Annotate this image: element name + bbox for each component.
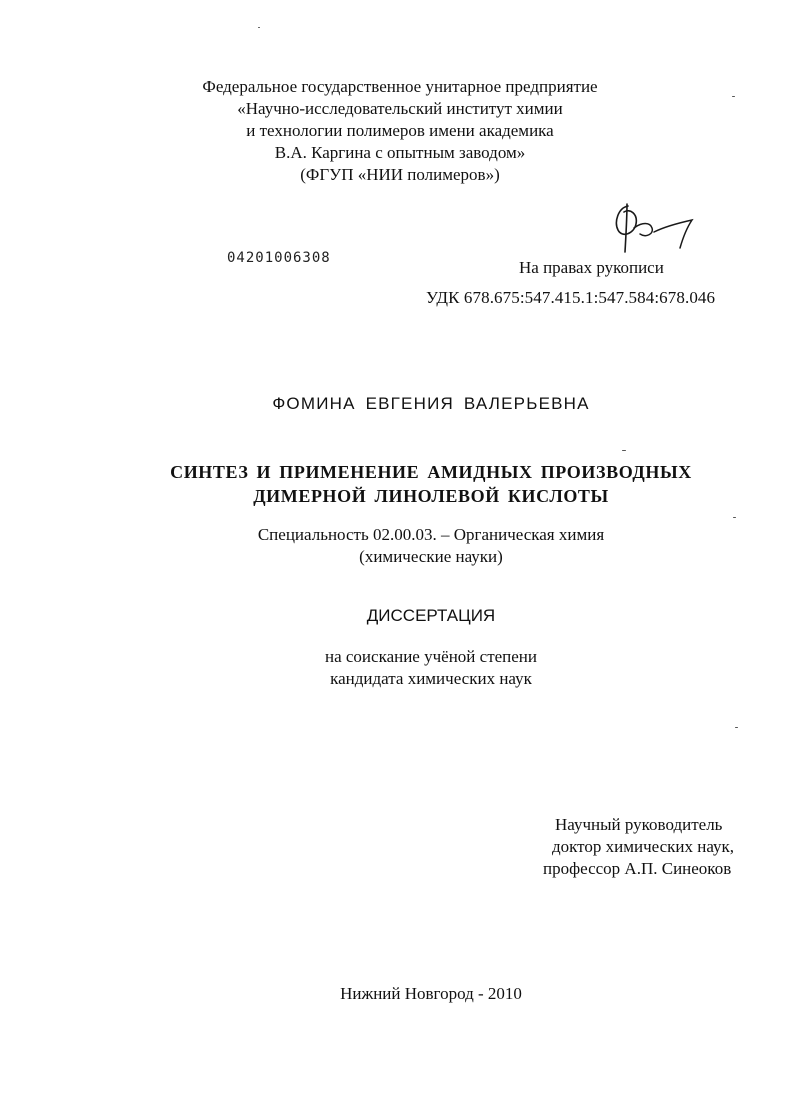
city-year: Нижний Новгород - 2010 (340, 984, 522, 1003)
supervisor-line-2: доктор химических наук, (552, 837, 735, 856)
title-line-2: ДИМЕРНОЙ ЛИНОЛЕВОЙ КИСЛОТЫ (253, 486, 609, 506)
rights-notice: На правах рукописи (519, 258, 664, 277)
organization-line-1: Федеральное государственное унитарное предприятие (202, 77, 598, 96)
specialty-block (0, 524, 793, 568)
degree-block (0, 646, 793, 690)
document-type: ДИССЕРТАЦИЯ (366, 606, 496, 625)
dissertation-title (0, 460, 793, 508)
author-name: ФОМИНА ЕВГЕНИЯ ВАЛЕРЬЕВНА (272, 394, 590, 413)
udk-code: УДК 678.675:547.415.1:547.584:678.046 (426, 288, 716, 307)
supervisor-line-1: Научный руководитель (555, 815, 723, 834)
organization-line-3: и технологии полимеров имени академика (246, 121, 554, 140)
specialty-line-2: (химические науки) (359, 547, 503, 566)
title-line-1: СИНТЕЗ И ПРИМЕНЕНИЕ АМИДНЫХ ПРОИЗВОДНЫХ (170, 462, 692, 482)
organization-line-2: «Научно-исследовательский институт химии (237, 99, 563, 118)
scan-speck (733, 517, 736, 518)
specialty-line-1: Специальность 02.00.03. – Органическая химия (257, 525, 605, 544)
archive-code: 04201006308 (227, 250, 331, 266)
degree-line-1: на соискание учёной степени (324, 647, 538, 666)
supervisor-block (543, 814, 734, 880)
scan-speck (732, 96, 735, 97)
organization-line-4: В.А. Каргина с опытным заводом» (274, 143, 526, 162)
handwritten-signature (600, 198, 700, 258)
scan-speck (735, 727, 738, 728)
supervisor-line-3: профессор А.П. Синеоков (543, 859, 732, 878)
organization-header (0, 76, 793, 186)
organization-line-5: (ФГУП «НИИ полимеров») (300, 165, 500, 184)
degree-line-2: кандидата химических наук (330, 669, 532, 688)
scan-speck (622, 450, 626, 451)
scan-speck (258, 27, 260, 28)
